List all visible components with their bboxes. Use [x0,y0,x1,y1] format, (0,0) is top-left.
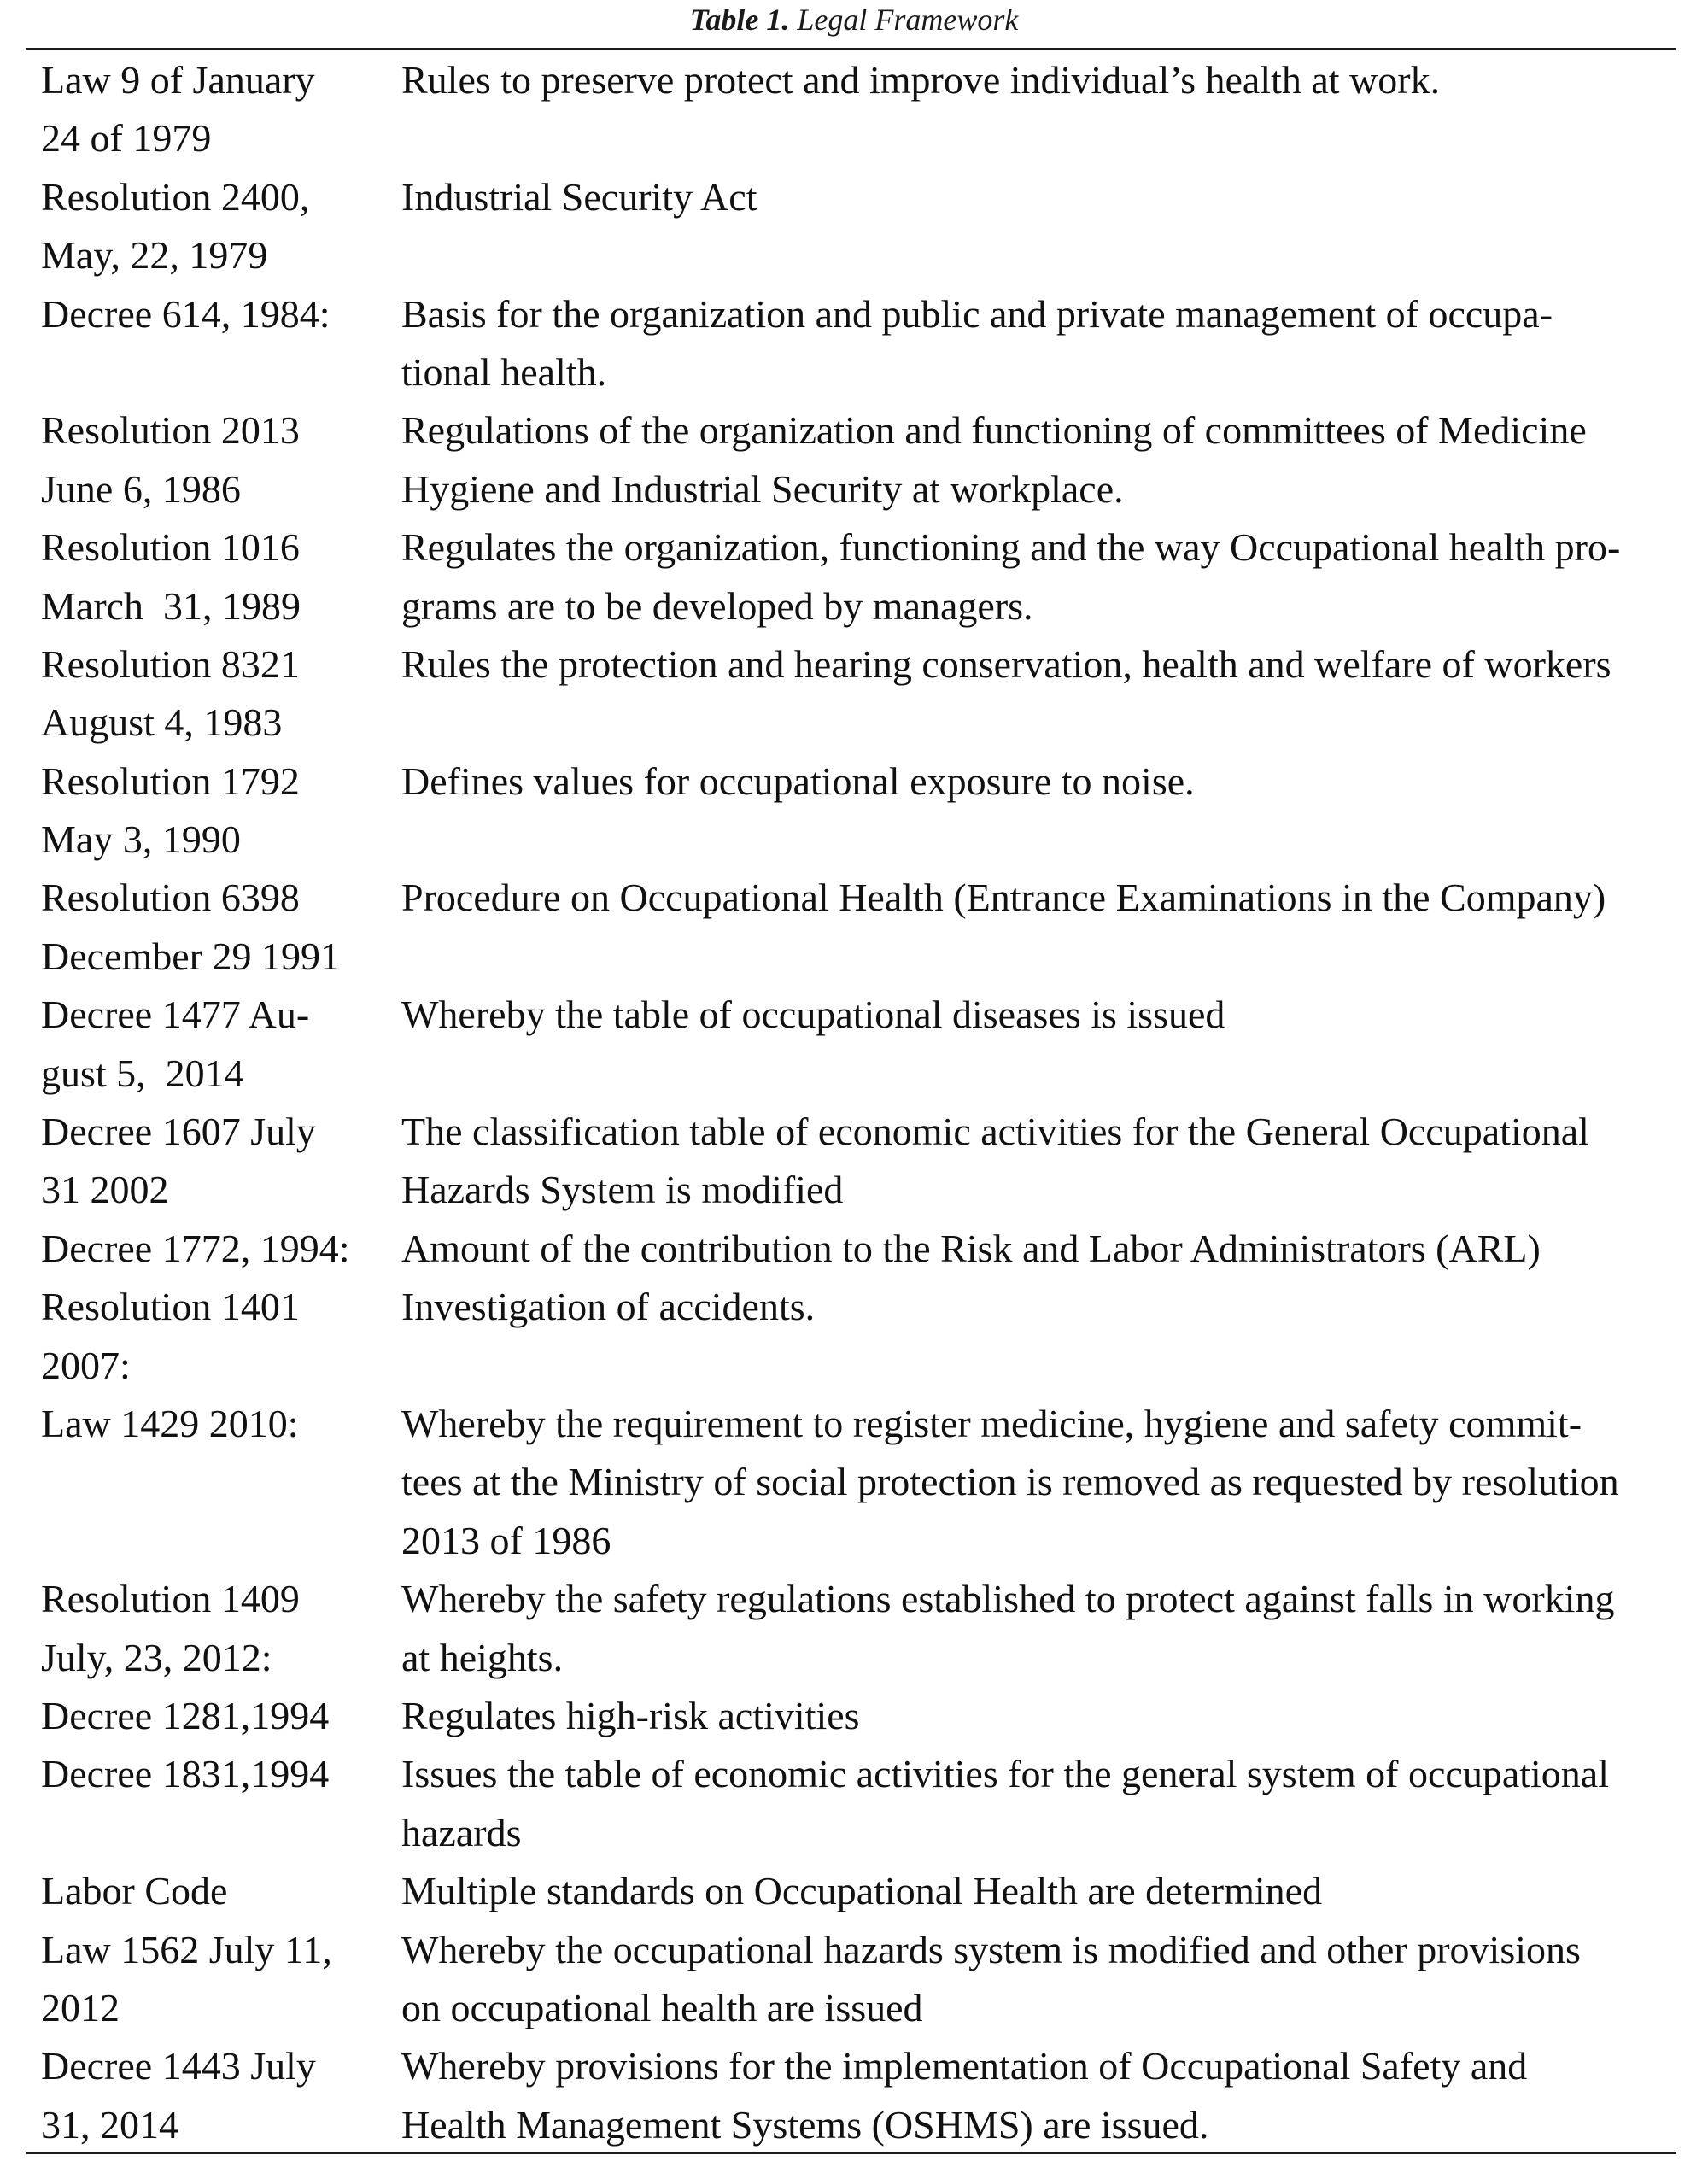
regulation-name-cell [26,753,387,870]
regulation-name-line: Law 9 of January [41,58,315,102]
regulation-description-line [401,928,1676,986]
regulation-description-line: Regulates high-risk activities [401,1693,860,1737]
regulation-name-line: Resolution 6398 [41,876,300,920]
regulation-description-cell [387,986,1676,1103]
regulation-description-cell [387,1687,1676,1745]
regulation-description-line: hazards [401,1810,522,1854]
regulation-name-line: December 29 1991 [41,934,340,978]
regulation-description-line: Defines values for occupational exposure to noise. [401,758,1195,803]
regulation-description-line: Rules to preserve protect and improve individual’s health at work. [401,58,1441,102]
regulation-description-line [401,811,1676,869]
regulation-description-cell [387,1103,1676,1220]
table-row [26,1745,1676,1862]
regulation-name-line: Decree 1281,1994 [41,1693,330,1737]
table-row [26,1570,1676,1687]
regulation-name-line: Decree 1607 July [41,1110,316,1154]
regulation-description-line: tional health. [401,349,607,394]
regulation-description-line: grams are to be developed by managers. [401,583,1033,628]
table-row [26,1687,1676,1745]
regulation-description-line: Rules the protection and hearing conservation, health and welfare of workers [401,641,1611,686]
regulation-name-line: Resolution 2400, [41,174,310,219]
regulation-description-cell [387,1278,1676,1395]
regulation-description-cell [387,168,1676,285]
regulation-name-line: May, 22, 1979 [41,233,268,278]
regulation-description-cell [387,1745,1676,1862]
regulation-name-line: 31 2002 [41,1168,169,1212]
table-caption-title: Legal Framework [789,3,1019,37]
regulation-description-line: Regulates the organization, functioning and the way Occupational health pro- [401,525,1621,570]
table-row [26,986,1676,1103]
regulation-description-cell [387,869,1676,986]
table-caption-label: Table 1. [689,3,790,37]
regulation-description-line: Whereby provisions for the implementation of Occupational Safety and [401,2044,1528,2088]
regulation-description-cell [387,1395,1676,1570]
regulation-name-line [41,343,387,401]
regulation-description-cell [387,1570,1676,1687]
legal-framework-table [26,51,1676,2154]
regulation-description-line: Hygiene and Industrial Security at workplace. [401,466,1124,511]
regulation-description-cell [387,518,1676,635]
table-row [26,1395,1676,1570]
table-row [26,168,1676,285]
regulation-name-line: Resolution 2013 [41,408,300,453]
regulation-description-line: at heights. [401,1635,564,1679]
regulation-name-cell [26,1103,387,1220]
regulation-name-line: Decree 1443 July [41,2044,316,2088]
regulation-description-line: Basis for the organization and public and private management of occupa- [401,291,1553,336]
regulation-description-cell [387,285,1676,402]
regulation-name-cell [26,1921,387,2038]
table-row [26,1278,1676,1395]
regulation-description-cell [387,401,1676,518]
regulation-name-line: Decree 1477 Au- [41,993,310,1037]
regulation-description-cell [387,1220,1676,1278]
regulation-description-line: Industrial Security Act [401,174,757,219]
table-row [26,285,1676,402]
regulation-name-line: Resolution 1409 [41,1577,300,1621]
regulation-name-line: Resolution 1401 [41,1285,300,1329]
regulation-name-cell [26,1570,387,1687]
table-row [26,518,1676,635]
regulation-name-line: Decree 1772, 1994: [41,1226,350,1270]
regulation-description-line: Whereby the requirement to register medicine, hygiene and safety commit- [401,1401,1582,1445]
regulation-description-line: Whereby the table of occupational diseases is issued [401,993,1225,1037]
regulation-name-line [41,1804,387,1862]
regulation-name-cell [26,1687,387,1745]
regulation-name-line: May 3, 1990 [41,817,241,862]
regulation-description-line: 2013 of 1986 [401,1518,611,1562]
regulation-description-line: tees at the Ministry of social protection is removed as requested by resolution [401,1460,1619,1504]
table-row [26,1921,1676,2038]
regulation-description-line: Investigation of accidents. [401,1285,816,1329]
table-row [26,2037,1676,2154]
regulation-name-cell [26,635,387,753]
table-bottom-rule [26,2152,1676,2154]
table-row [26,1862,1676,1920]
regulation-name-line: June 6, 1986 [41,466,241,511]
regulation-name-cell [26,1862,387,1920]
regulation-name-line: July, 23, 2012: [41,1635,272,1679]
regulation-description-cell [387,635,1676,753]
regulation-name-line: Law 1429 2010: [41,1401,299,1445]
regulation-description-line: Multiple standards on Occupational Health are determined [401,1869,1323,1913]
regulation-name-cell [26,51,387,168]
regulation-name-line: 24 of 1979 [41,116,212,161]
regulation-description-cell [387,1921,1676,2038]
table-row [26,401,1676,518]
regulation-description-line: Health Management Systems (OSHMS) are issued. [401,2102,1209,2147]
regulation-description-line: Amount of the contribution to the Risk and Labor Administrators (ARL) [401,1226,1541,1270]
regulation-name-line: Resolution 1792 [41,758,300,803]
regulation-description-line [401,226,1676,284]
regulation-description-line: on occupational health are issued [401,1985,923,2029]
regulation-name-cell [26,1220,387,1278]
regulation-name-line: August 4, 1983 [41,700,283,745]
regulation-name-line: Decree 1831,1994 [41,1752,330,1796]
regulation-name-line: Resolution 1016 [41,525,300,570]
regulation-name-line: 2007: [41,1343,131,1387]
table-row [26,51,1676,168]
regulation-name-line: Labor Code [41,1869,228,1913]
regulation-name-line: March 31, 1989 [41,583,301,628]
regulation-name-cell [26,869,387,986]
regulation-description-line [401,109,1676,167]
regulation-description-line: Procedure on Occupational Health (Entrance Examinations in the Company) [401,876,1606,920]
regulation-name-cell [26,986,387,1103]
regulation-name-line [41,1512,387,1570]
regulation-name-cell [26,401,387,518]
regulation-name-line: gust 5, 2014 [41,1051,244,1095]
regulation-name-line: 2012 [41,1985,120,2029]
regulation-name-cell [26,2037,387,2154]
regulation-description-cell [387,753,1676,870]
regulation-name-cell [26,168,387,285]
regulation-name-cell [26,285,387,402]
regulation-description-line: Regulations of the organization and functioning of committees of Medicine [401,408,1587,453]
regulation-description-line: Issues the table of economic activities for the general system of occupational [401,1752,1610,1796]
regulation-name-cell [26,1395,387,1570]
regulation-description-cell [387,2037,1676,2154]
regulation-description-line: Whereby the occupational hazards system is modified and other provisions [401,1927,1581,1971]
table-row [26,635,1676,753]
regulation-name-cell [26,518,387,635]
table-row [26,753,1676,870]
regulation-name-line: Law 1562 July 11, [41,1927,332,1971]
regulation-name-line: 31, 2014 [41,2102,178,2147]
regulation-name-line [41,1453,387,1511]
regulation-name-line: Resolution 8321 [41,641,300,686]
regulation-description-line [401,694,1676,752]
regulation-description-line [401,1045,1676,1103]
regulation-description-line: Hazards System is modified [401,1168,844,1212]
table-top-rule [26,48,1676,50]
regulation-name-line: Decree 614, 1984: [41,291,330,336]
regulation-description-line: The classification table of economic activities for the General Occupational [401,1110,1589,1154]
regulation-description-cell [387,1862,1676,1920]
regulation-name-cell [26,1745,387,1862]
table-row [26,869,1676,986]
regulation-name-cell [26,1278,387,1395]
table-row [26,1103,1676,1220]
regulation-description-line [401,1337,1676,1395]
table-caption [0,0,1708,43]
regulation-description-line: Whereby the safety regulations established to protect against falls in working [401,1577,1615,1621]
table-row [26,1220,1676,1278]
regulation-description-cell [387,51,1676,168]
